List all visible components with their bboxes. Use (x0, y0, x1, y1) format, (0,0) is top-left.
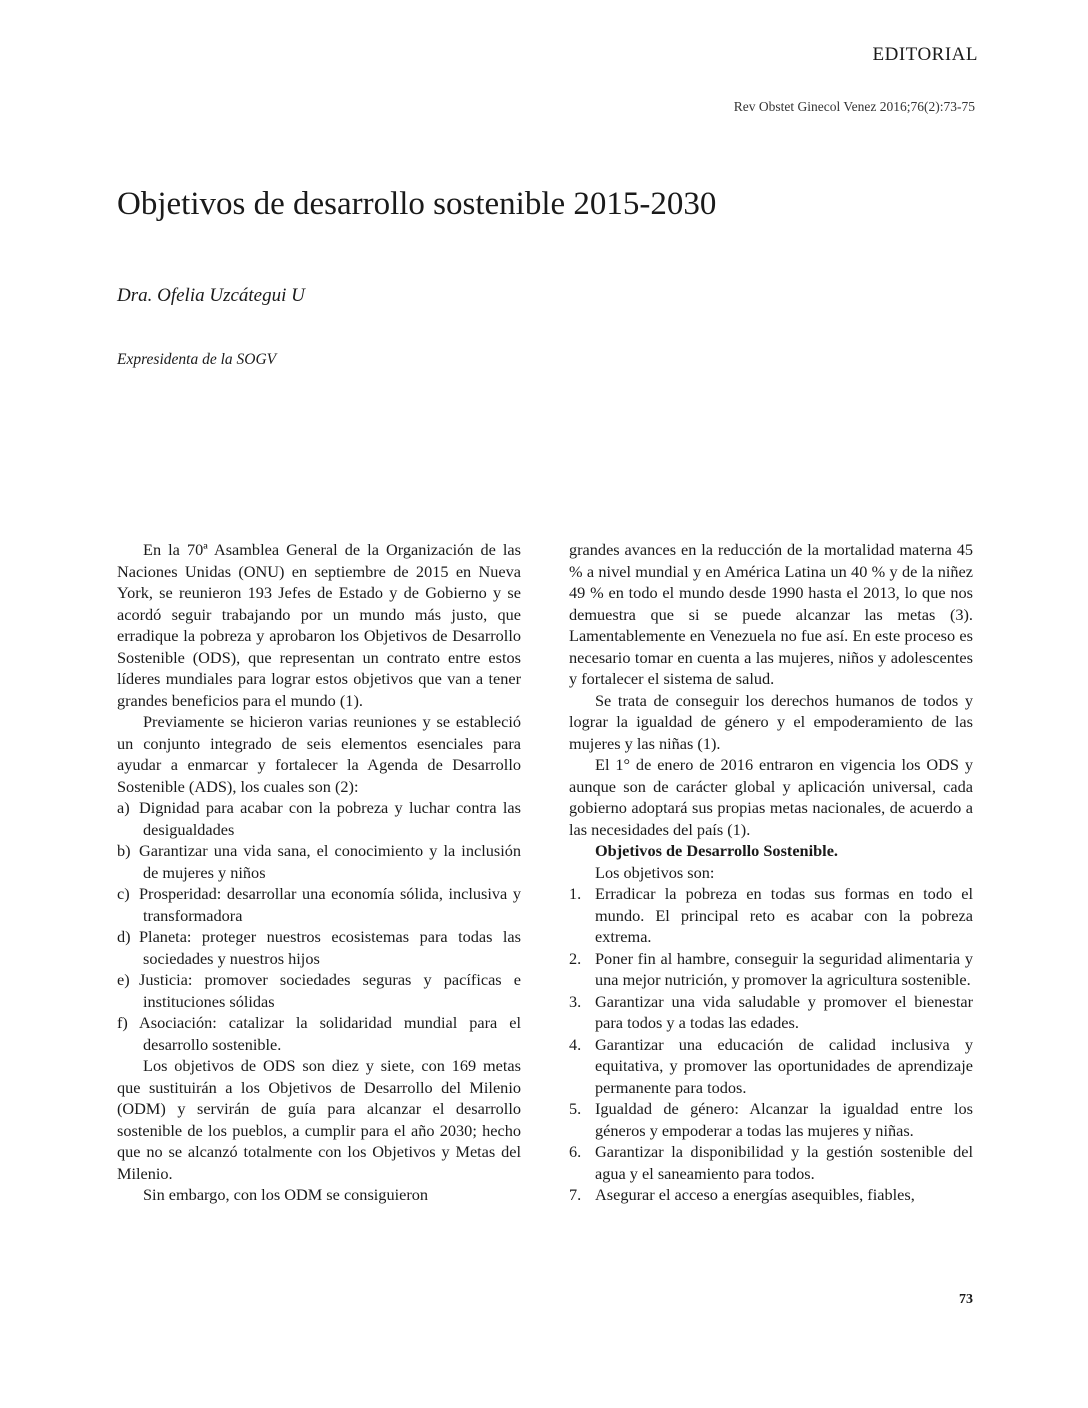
journal-citation: Rev Obstet Ginecol Venez 2016;76(2):73-75 (733, 99, 975, 114)
elements-list (117, 797, 521, 1055)
paragraph: Los objetivos de ODS son diez y siete, con 169 metas que sustituirán a los Objetivos de Desarrollo del Milenio (ODM) y servirán de guía para alcanzar el desarrollo sostenible de los pueblos, a cumplir para el año 2030; hecho que no se alcanzó totalmente con los Objetivos y Metas del Milenio. (117, 1056, 521, 1183)
section-label: EDITORIAL (872, 44, 978, 65)
list-number: 6. (569, 1142, 582, 1161)
list-number: 1. (569, 884, 582, 903)
list-item (117, 797, 521, 840)
list-number: 7. (569, 1185, 582, 1204)
list-marker: a) (117, 798, 130, 817)
list-number: 4. (569, 1034, 582, 1054)
list-item-text: Poner fin al hambre, conseguir la seguridad alimentaria y una mejor nutrición, y promover la agricultura sostenible. (595, 948, 973, 989)
list-item-text: Garantizar una educación de calidad inclusiva y equitativa, y promover las oportunidades de aprendizaje permanente para todos. (595, 1034, 973, 1097)
list-marker: c) (117, 884, 130, 903)
list-marker: e) (117, 970, 130, 989)
paragraph: En la 70ª Asamblea General de la Organización de las Naciones Unidas (ONU) en septiembre de 2015 en Nueva York, se reunieron 193 Jefes de Estado y de Gobierno y se acordó seguir trabajando por un mundo más justo, que erradique la pobreza y aprobaron los Objetivos de Desarrollo Sostenible (ODS), que representan un contrato entre estos líderes mundiales para lograr estos objetivos que van a tener grandes beneficios para el mundo (1). (117, 540, 521, 710)
list-item-text: Garantizar una vida sana, el conocimiento y la inclusión de mujeres y niños (139, 841, 521, 882)
list-item (569, 948, 973, 991)
section-heading: Objetivos de Desarrollo Sostenible. (595, 841, 839, 860)
list-number: 3. (569, 991, 582, 1011)
left-column (117, 539, 521, 1206)
goals-list (569, 883, 973, 1206)
paragraph: Sin embargo, con los ODM se consiguieron (143, 1185, 429, 1204)
list-item (569, 883, 973, 948)
author-name: Dra. Ofelia Uzcátegui U (117, 285, 305, 306)
list-item (569, 991, 973, 1034)
list-marker: d) (117, 927, 131, 946)
author-affiliation: Expresidenta de la SOGV (117, 351, 277, 368)
list-item-text: Asociación: catalizar la solidaridad mundial para el desarrollo sostenible. (139, 1013, 521, 1054)
article-title: Objetivos de desarrollo sostenible 2015-2030 (117, 186, 717, 222)
list-item (569, 1141, 973, 1184)
list-item-text: Garantizar la disponibilidad y la gestión sostenible del agua y el saneamiento para todos. (595, 1142, 973, 1183)
paragraph: Previamente se hicieron varias reuniones y se estableció un conjunto integrado de seis elementos esenciales para ayudar a enmarcar y fortalecer la Agenda de Desarrollo Sostenible (ADS), los cuales son (2): (117, 712, 521, 796)
list-item (117, 1012, 521, 1055)
paragraph: Se trata de conseguir los derechos humanos de todos y lograr la igualdad de género y el empoderamiento de las mujeres y las niñas (1). (569, 690, 973, 753)
list-item-text: Garantizar una vida saludable y promover el bienestar para todos y a todas las edades. (595, 991, 973, 1032)
paragraph: El 1° de enero de 2016 entraron en vigencia los ODS y aunque son de carácter global y aplicación universal, cada gobierno adoptará sus propias metas nacionales, de acuerdo a las necesidades del país (1). (569, 755, 973, 839)
right-column (569, 539, 973, 1206)
list-item-text: Justicia: promover sociedades seguras y pacíficas e instituciones sólidas (139, 970, 521, 1011)
list-item (117, 926, 521, 969)
list-item-text: Prosperidad: desarrollar una economía sólida, inclusiva y transformadora (139, 884, 521, 925)
list-item-text: Planeta: proteger nuestros ecosistemas para todas las sociedades y nuestros hijos (139, 927, 521, 968)
page-number: 73 (959, 1292, 973, 1307)
list-item (569, 1034, 973, 1099)
list-number: 2. (569, 948, 582, 968)
list-marker: b) (117, 841, 131, 860)
list-item (569, 1184, 973, 1206)
paragraph: grandes avances en la reducción de la mortalidad materna 45 % a nivel mundial y en América Latina un 40 % y de la niñez 49 % en todo el mundo desde 1990 hasta el 2013, lo que nos demuestra que si se puede alcanzar las metas (3). Lamentablemente en Venezuela no fue así. En este proceso es necesario tomar en cuenta a las mujeres, niños y adolescentes y fortalecer el sistema de salud. (569, 540, 973, 688)
list-item (117, 883, 521, 926)
list-item-text: Igualdad de género: Alcanzar la igualdad entre los géneros y empoderar a todas las mujeres y niñas. (595, 1099, 973, 1140)
list-item-text: Erradicar la pobreza en todas sus formas en todo el mundo. El principal reto es acabar con la pobreza extrema. (595, 884, 973, 946)
list-item (117, 840, 521, 883)
list-item (569, 1098, 973, 1141)
list-item (117, 969, 521, 1012)
list-number: 5. (569, 1099, 582, 1118)
list-marker: f) (117, 1013, 128, 1032)
list-item-text: Dignidad para acabar con la pobreza y luchar contra las desigualdades (139, 798, 521, 839)
paragraph: Los objetivos son: (595, 862, 715, 882)
list-item-text: Asegurar el acceso a energías asequibles, fiables, (595, 1185, 915, 1204)
